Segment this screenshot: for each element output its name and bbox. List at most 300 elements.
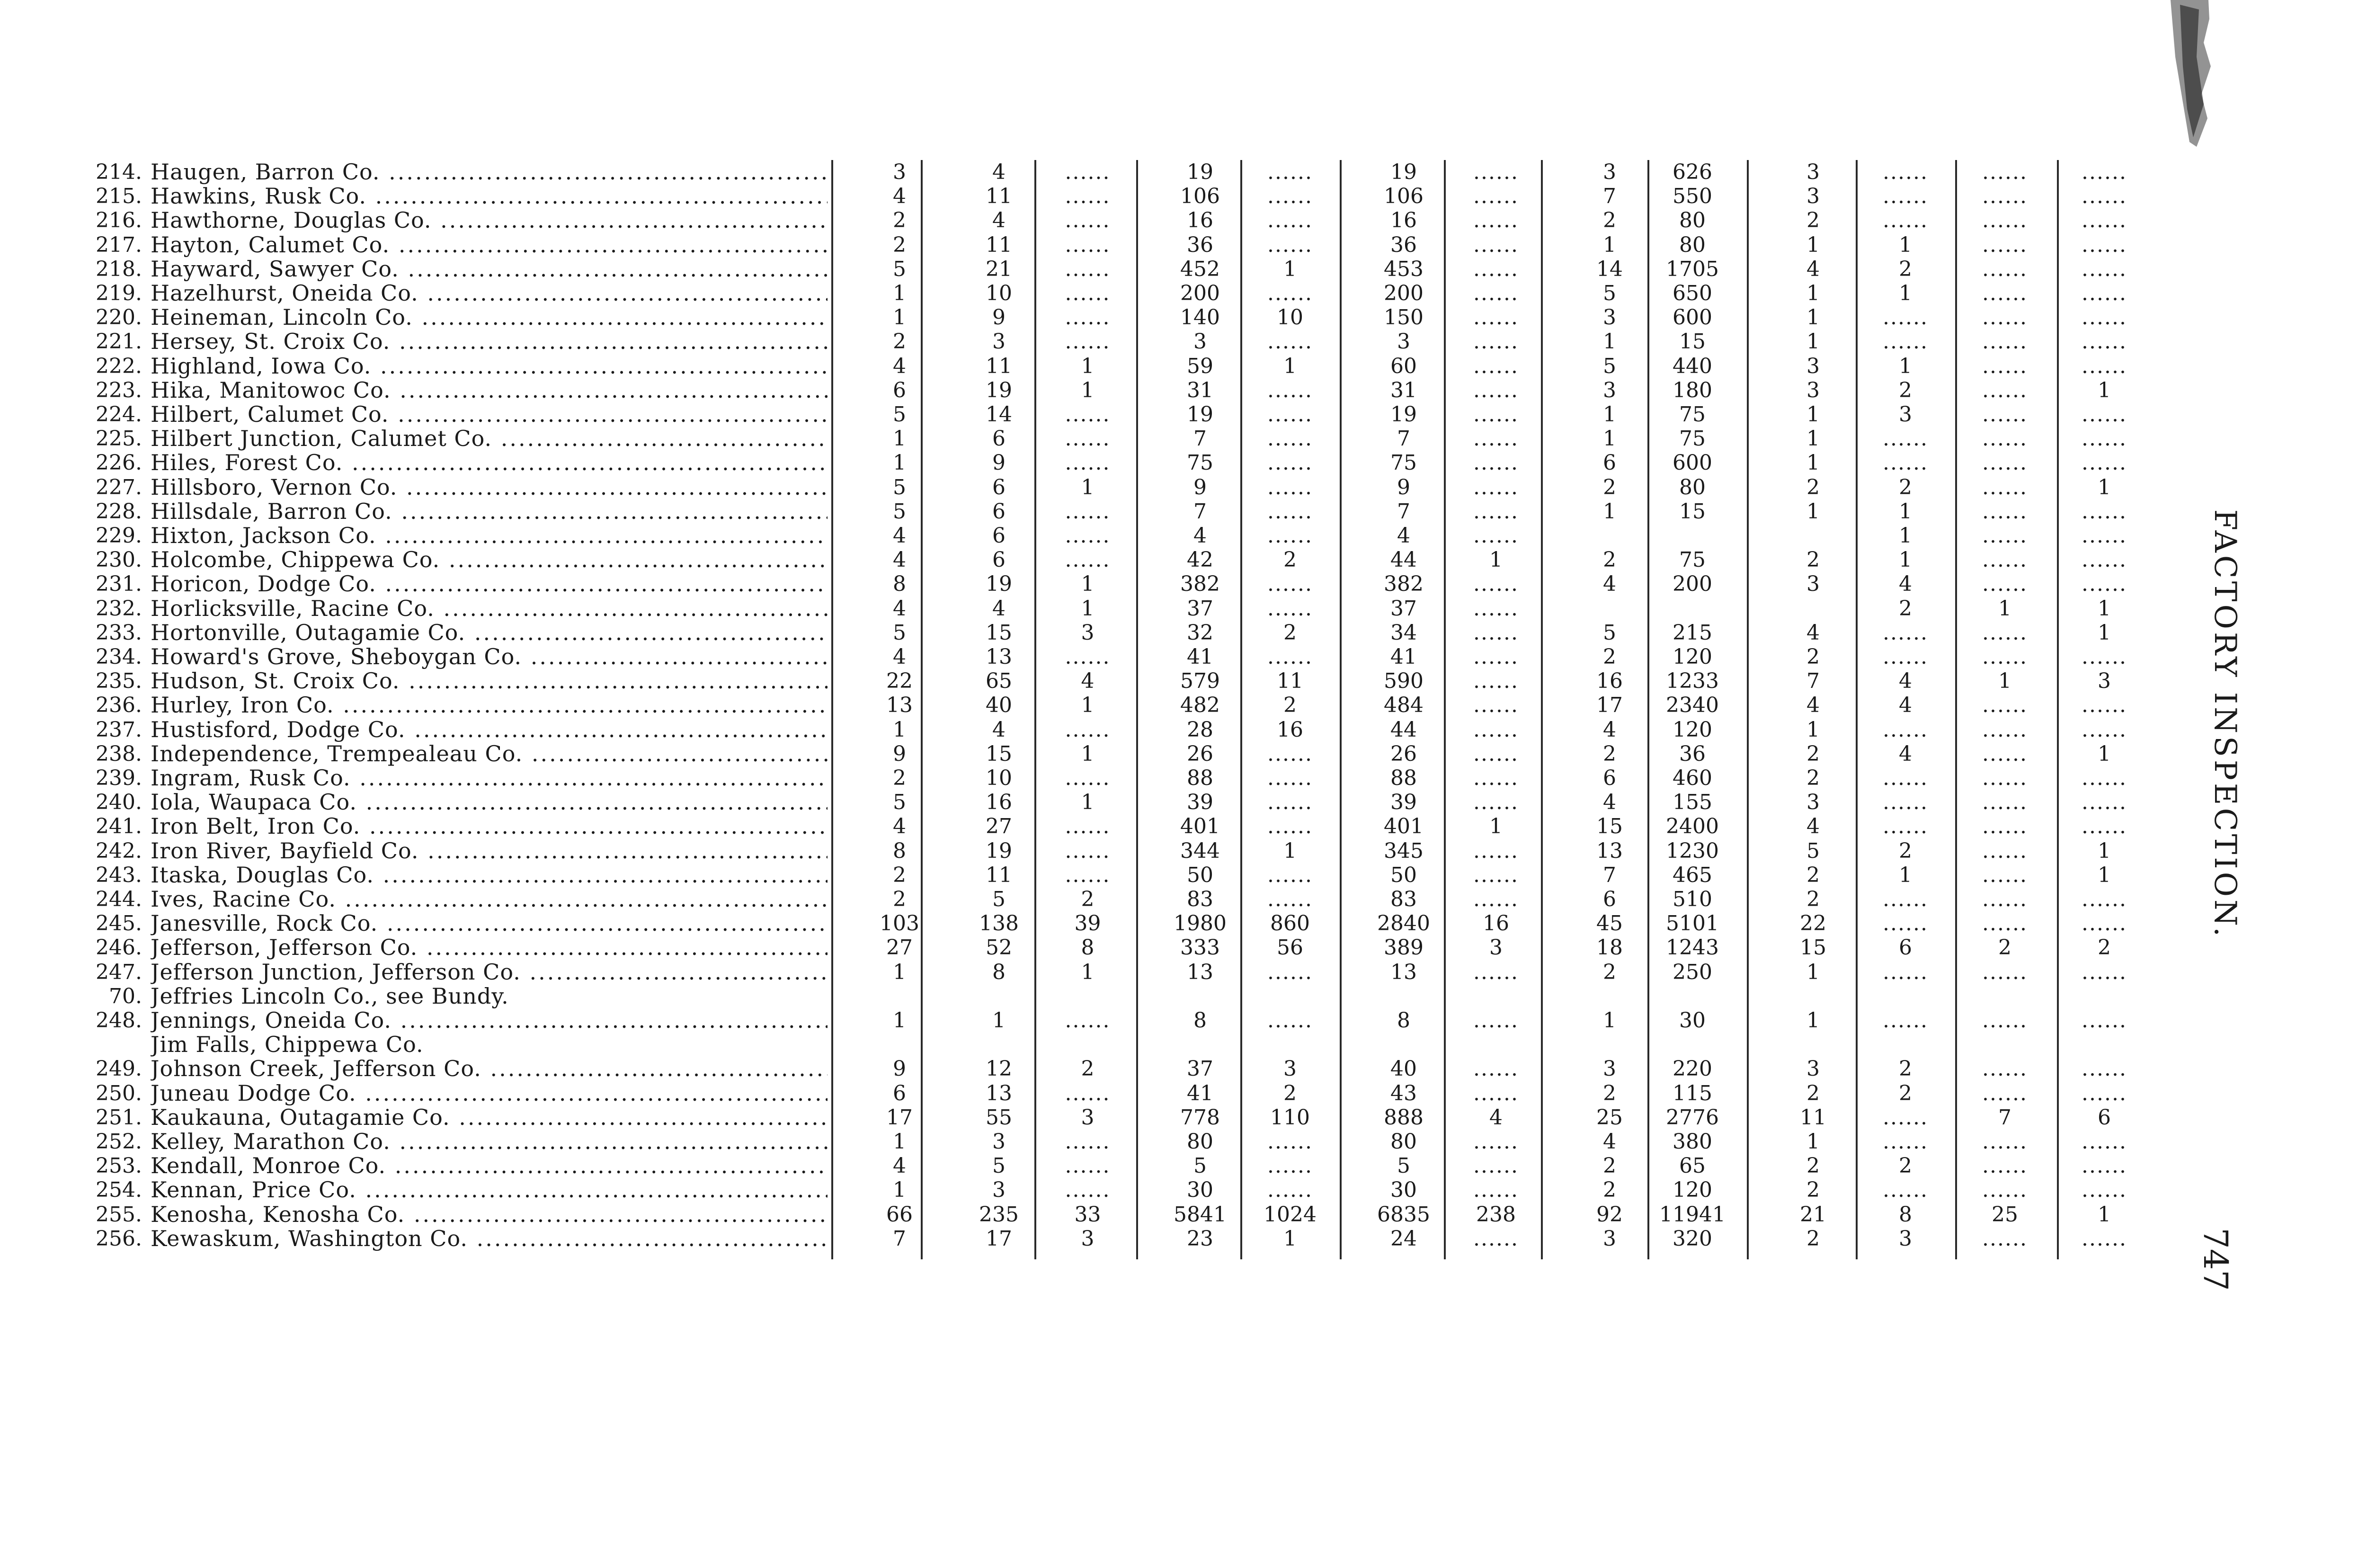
place-name: Iola, Waupaca Co. ..... <box>151 790 828 814</box>
row-number: 235. <box>96 669 142 694</box>
table-cell: 3 <box>1081 620 1095 645</box>
table-row <box>0 984 2130 1008</box>
place-name: Iron Belt, Iron Co. ..... <box>151 814 828 838</box>
table-cell: 2 <box>1081 887 1095 911</box>
table-cell: 4 <box>1899 572 1912 597</box>
table-cell: 155 <box>1673 790 1712 815</box>
table-cell: 16 <box>1187 208 1213 233</box>
table-cell: 41 <box>1187 1081 1213 1105</box>
table-cell: 4 <box>1081 669 1095 694</box>
table-cell: 7 <box>1193 499 1207 524</box>
table-cell: ...... <box>1267 741 1313 766</box>
table-cell: ...... <box>1883 208 1928 233</box>
table-cell: 18 <box>1596 935 1623 960</box>
table-row <box>0 548 2130 572</box>
row-number: 220. <box>96 305 142 330</box>
place-name: Howard's Grove, Sheboygan Co. ..... <box>151 645 828 669</box>
table-cell: ...... <box>1982 1178 2028 1203</box>
table-cell: 1 <box>1806 427 1820 451</box>
table-cell: 52 <box>986 935 1012 960</box>
table-cell: ...... <box>1883 814 1928 839</box>
table-cell: 19 <box>986 838 1012 863</box>
table-cell: 200 <box>1180 281 1220 305</box>
table-cell: ...... <box>2082 330 2127 354</box>
table-cell: ...... <box>1473 1226 1519 1251</box>
table-cell: 13 <box>1596 838 1623 863</box>
table-cell: 65 <box>986 669 1012 694</box>
place-name: Jennings, Oneida Co. ..... <box>151 1008 828 1033</box>
table-cell: 30 <box>1679 1008 1706 1033</box>
table-cell: 600 <box>1673 305 1712 330</box>
table-cell: 2 <box>1899 378 1912 402</box>
table-cell: 7 <box>1193 427 1207 451</box>
table-cell: 2 <box>1899 1081 1912 1105</box>
table-cell: 3 <box>1806 378 1820 402</box>
table-row <box>0 1203 2130 1227</box>
row-number: 227. <box>96 475 142 499</box>
table-cell: 3 <box>1603 305 1616 330</box>
table-cell: ...... <box>1982 160 2028 184</box>
table-cell: 2 <box>1806 1154 1820 1178</box>
table-cell: 1 <box>2098 838 2111 863</box>
table-cell: 75 <box>1679 402 1706 427</box>
table-cell: 3 <box>1603 1057 1616 1081</box>
table-cell: 3 <box>1899 1226 1912 1251</box>
table-cell: 13 <box>886 693 913 718</box>
table-cell: 3 <box>1489 935 1503 960</box>
table-cell: 3 <box>2098 669 2111 694</box>
table-cell: 3 <box>893 160 906 184</box>
table-cell: 860 <box>1270 911 1310 936</box>
row-number: 217. <box>96 232 142 257</box>
table-cell: 120 <box>1673 717 1712 742</box>
table-cell: 150 <box>1384 305 1424 330</box>
row-number: 246. <box>96 935 142 960</box>
table-cell: 19 <box>1187 402 1213 427</box>
table-cell: 4 <box>1806 814 1820 839</box>
table-cell: 16 <box>1390 208 1417 233</box>
table-cell: 1 <box>1081 596 1095 621</box>
place-name: Hawkins, Rusk Co. ..... <box>151 184 828 208</box>
table-cell: 3 <box>1806 354 1820 378</box>
place-name: Hayton, Calumet Co. ..... <box>151 233 828 257</box>
table-cell: 320 <box>1673 1226 1712 1251</box>
table-cell: ...... <box>2082 402 2127 427</box>
table-cell: 510 <box>1673 887 1712 911</box>
table-cell: 200 <box>1673 572 1712 597</box>
table-cell: ...... <box>1883 766 1928 790</box>
table-cell: 2 <box>1806 548 1820 572</box>
table-cell: 23 <box>1187 1226 1213 1251</box>
table-cell: 1 <box>893 1008 906 1033</box>
table-row <box>0 693 2130 717</box>
table-cell: 21 <box>1800 1202 1826 1227</box>
row-number: 232. <box>96 596 142 621</box>
place-name: Hilbert, Calumet Co. ..... <box>151 402 828 427</box>
row-number: 218. <box>96 257 142 281</box>
table-cell: 25 <box>1596 1105 1623 1130</box>
table-cell: 4 <box>893 184 906 209</box>
table-cell: 41 <box>1187 645 1213 669</box>
table-cell: ...... <box>1065 184 1111 209</box>
table-cell: ...... <box>2082 305 2127 330</box>
table-cell: 1 <box>992 1008 1006 1033</box>
table-cell: 83 <box>1187 887 1213 911</box>
table-cell: 40 <box>1390 1057 1417 1081</box>
table-cell: 1 <box>893 1178 906 1203</box>
table-cell: 1 <box>1081 790 1095 815</box>
table-row <box>0 621 2130 645</box>
table-cell: ...... <box>1982 1008 2028 1033</box>
table-cell: ...... <box>1982 305 2028 330</box>
table-cell: 3 <box>1603 1226 1616 1251</box>
table-cell: ...... <box>2082 1008 2127 1033</box>
table-cell: 2 <box>1998 935 2011 960</box>
table-cell: 8 <box>1081 935 1095 960</box>
table-cell: 11 <box>986 184 1012 209</box>
table-cell: ...... <box>2082 257 2127 281</box>
table-cell: 1 <box>2098 1202 2111 1227</box>
table-cell: ...... <box>1982 1130 2028 1154</box>
table-cell: 1 <box>1603 499 1616 524</box>
table-cell: 37 <box>1390 596 1417 621</box>
table-cell: 2 <box>1806 1226 1820 1251</box>
table-cell: 9 <box>992 451 1006 475</box>
row-number: 256. <box>96 1226 142 1251</box>
table-cell: ...... <box>1267 208 1313 233</box>
table-cell: ...... <box>1065 281 1111 305</box>
table-cell: 120 <box>1673 1178 1712 1203</box>
table-cell: 115 <box>1673 1081 1712 1105</box>
table-cell: 9 <box>893 1057 906 1081</box>
table-cell: 453 <box>1384 257 1424 281</box>
table-row <box>0 839 2130 863</box>
table-cell: 4 <box>1603 572 1616 597</box>
table-row <box>0 1033 2130 1057</box>
row-number: 250. <box>96 1081 142 1105</box>
table-cell: 19 <box>986 378 1012 402</box>
table-cell: 1 <box>1603 402 1616 427</box>
table-cell: 4 <box>1806 693 1820 718</box>
table-cell: 5 <box>893 790 906 815</box>
table-cell: 37 <box>1187 596 1213 621</box>
table-cell: ...... <box>2082 572 2127 597</box>
table-cell: 888 <box>1384 1105 1424 1130</box>
table-cell: 1 <box>1806 281 1820 305</box>
table-cell: 5 <box>1603 354 1616 378</box>
page-number <box>2178 1212 2253 1307</box>
table-cell: 2 <box>1283 1081 1297 1105</box>
table-cell: 4 <box>893 596 906 621</box>
table-cell: 28 <box>1187 717 1213 742</box>
table-cell: ...... <box>1473 766 1519 790</box>
table-cell: 2 <box>1806 475 1820 499</box>
table-cell: ...... <box>1267 766 1313 790</box>
row-number: 247. <box>96 960 142 984</box>
table-cell: ...... <box>1473 354 1519 378</box>
table-cell: 10 <box>986 281 1012 305</box>
table-cell: 6 <box>893 378 906 402</box>
table-cell: 1 <box>1283 1226 1297 1251</box>
row-number: 243. <box>96 863 142 887</box>
table-cell: 4 <box>893 645 906 669</box>
table-cell: ...... <box>1473 475 1519 499</box>
table-cell: 1 <box>1899 281 1912 305</box>
table-cell: 3 <box>1603 378 1616 402</box>
table-cell: 200 <box>1384 281 1424 305</box>
table-cell: 4 <box>992 596 1006 621</box>
table-cell: 88 <box>1187 766 1213 790</box>
table-cell: 4 <box>1806 620 1820 645</box>
table-cell: 43 <box>1390 1081 1417 1105</box>
table-cell: ...... <box>2082 451 2127 475</box>
table-cell: 2 <box>1806 1081 1820 1105</box>
table-cell: 9 <box>1397 475 1410 499</box>
table-cell: 1 <box>2098 475 2111 499</box>
table-row <box>0 1057 2130 1081</box>
table-cell: ...... <box>1473 378 1519 402</box>
table-cell: ...... <box>1473 1178 1519 1203</box>
row-number: 236. <box>96 693 142 718</box>
table-cell: 92 <box>1596 1202 1623 1227</box>
row-number: 254. <box>96 1178 142 1203</box>
table-cell: 27 <box>886 935 913 960</box>
table-cell: 1 <box>1806 451 1820 475</box>
table-cell: 1 <box>1806 330 1820 354</box>
table-cell: 8 <box>893 572 906 597</box>
table-cell: 4 <box>1397 524 1410 548</box>
table-cell: 1 <box>893 1130 906 1154</box>
table-cell: ...... <box>1473 620 1519 645</box>
table-cell: ...... <box>1065 1154 1111 1178</box>
table-row <box>0 718 2130 742</box>
table-cell: ...... <box>1065 208 1111 233</box>
table-cell: 2 <box>1806 645 1820 669</box>
table-cell: 8 <box>1193 1008 1207 1033</box>
table-cell: 60 <box>1390 354 1417 378</box>
table-cell: 1 <box>1081 741 1095 766</box>
table-cell: 1 <box>1806 717 1820 742</box>
table-cell: ...... <box>1883 645 1928 669</box>
table-cell: 30 <box>1390 1178 1417 1203</box>
table-cell: 440 <box>1673 354 1712 378</box>
table-cell: 4 <box>1899 741 1912 766</box>
table-cell: 44 <box>1390 548 1417 572</box>
table-cell: ...... <box>1473 208 1519 233</box>
table-cell: ...... <box>1267 232 1313 257</box>
table-cell: 482 <box>1180 693 1220 718</box>
row-number: 225. <box>96 427 142 451</box>
table-cell: ...... <box>1065 1008 1111 1033</box>
row-number: 70. <box>109 984 142 1008</box>
place-name: Haugen, Barron Co. ..... <box>151 160 828 184</box>
row-number: 239. <box>96 766 142 790</box>
table-cell: ...... <box>1982 1057 2028 1081</box>
table-cell: 4 <box>992 208 1006 233</box>
table-cell: 2 <box>1283 548 1297 572</box>
place-name: Itaska, Douglas Co. ..... <box>151 863 828 887</box>
table-cell: ...... <box>1267 281 1313 305</box>
table-cell: 5 <box>1603 620 1616 645</box>
table-cell: 4 <box>1899 693 1912 718</box>
table-cell: ...... <box>1883 330 1928 354</box>
table-cell: ...... <box>2082 717 2127 742</box>
table-cell: ...... <box>1065 257 1111 281</box>
table-cell: ...... <box>1883 1178 1928 1203</box>
table-cell: ...... <box>1065 524 1111 548</box>
table-row <box>0 911 2130 935</box>
table-cell: 2 <box>1899 475 1912 499</box>
table-cell: ...... <box>2082 524 2127 548</box>
table-cell: ...... <box>2082 645 2127 669</box>
table-cell: 2 <box>893 887 906 911</box>
table-row <box>0 475 2130 499</box>
table-cell: ...... <box>1473 160 1519 184</box>
table-cell: 1 <box>1899 354 1912 378</box>
row-number: 255. <box>96 1202 142 1227</box>
table-cell: ...... <box>1267 184 1313 209</box>
table-cell: 1 <box>1081 354 1095 378</box>
table-cell: 2 <box>893 863 906 887</box>
row-number: 240. <box>96 790 142 815</box>
table-cell: ...... <box>1267 427 1313 451</box>
table-cell: 80 <box>1187 1130 1213 1154</box>
place-name: Jefferson, Jefferson Co. ..... <box>151 935 828 960</box>
table-cell: 138 <box>979 911 1019 936</box>
table-row <box>0 354 2130 378</box>
table-row <box>0 863 2130 887</box>
table-cell: 16 <box>1277 717 1303 742</box>
table-cell: ...... <box>1267 330 1313 354</box>
table-row <box>0 1130 2130 1154</box>
table-cell: 2 <box>893 208 906 233</box>
place-name: Holcombe, Chippewa Co. ..... <box>151 548 828 572</box>
table-cell: ...... <box>1473 838 1519 863</box>
table-cell: 7 <box>1806 669 1820 694</box>
table-cell: 3 <box>1899 402 1912 427</box>
table-cell: 650 <box>1673 281 1712 305</box>
table-cell: ...... <box>1267 887 1313 911</box>
row-number: 216. <box>96 208 142 233</box>
table-cell: 12 <box>986 1057 1012 1081</box>
table-cell: 33 <box>1074 1202 1101 1227</box>
table-cell: 16 <box>1596 669 1623 694</box>
table-cell: 2 <box>1603 1178 1616 1203</box>
table-cell: ...... <box>1982 208 2028 233</box>
table-cell: ...... <box>1982 790 2028 815</box>
table-cell: 2 <box>893 330 906 354</box>
table-cell: 5 <box>893 257 906 281</box>
table-cell: ...... <box>1065 548 1111 572</box>
table-cell: ...... <box>1883 184 1928 209</box>
row-number: 215. <box>96 184 142 209</box>
row-number: 222. <box>96 354 142 378</box>
table-row <box>0 960 2130 984</box>
table-cell: ...... <box>1473 330 1519 354</box>
table-cell: 8 <box>893 838 906 863</box>
row-number: 248. <box>96 1008 142 1033</box>
table-cell: 50 <box>1187 863 1213 887</box>
table-cell: ...... <box>2082 693 2127 718</box>
table-cell: 1 <box>1899 863 1912 887</box>
table-cell: ...... <box>2082 427 2127 451</box>
table-cell: ...... <box>1982 814 2028 839</box>
table-cell: 550 <box>1673 184 1712 209</box>
row-number: 233. <box>96 620 142 645</box>
table-cell: ...... <box>2082 1226 2127 1251</box>
table-cell: 39 <box>1074 911 1101 936</box>
table-cell: 1 <box>1998 596 2011 621</box>
table-cell: 2340 <box>1666 693 1719 718</box>
table-row <box>0 597 2130 621</box>
table-cell: ...... <box>1473 717 1519 742</box>
table-cell: ...... <box>1982 232 2028 257</box>
table-cell: 2 <box>893 232 906 257</box>
table-cell: ...... <box>1473 1081 1519 1105</box>
table-cell: 1 <box>1283 838 1297 863</box>
table-cell: 36 <box>1679 741 1706 766</box>
table-cell: 2 <box>1603 475 1616 499</box>
row-number: 253. <box>96 1154 142 1178</box>
table-cell: ...... <box>1065 1130 1111 1154</box>
row-number: 242. <box>96 838 142 863</box>
row-number: 230. <box>96 548 142 572</box>
place-name: Kenosha, Kenosha Co. ..... <box>151 1203 828 1227</box>
table-cell: ...... <box>1473 669 1519 694</box>
table-cell: 55 <box>986 1105 1012 1130</box>
table-cell: 2 <box>1899 1154 1912 1178</box>
table-cell: 1 <box>893 960 906 984</box>
table-cell: ...... <box>1982 1081 2028 1105</box>
table-cell: 2 <box>1603 645 1616 669</box>
table-cell: 16 <box>986 790 1012 815</box>
table-cell: ...... <box>1473 232 1519 257</box>
table-cell: ...... <box>1267 475 1313 499</box>
table-cell: ...... <box>1473 693 1519 718</box>
table-cell: ...... <box>2082 232 2127 257</box>
place-name: Kelley, Marathon Co. ..... <box>151 1130 828 1154</box>
table-row <box>0 233 2130 257</box>
place-name: Hortonville, Outagamie Co. ..... <box>151 621 828 645</box>
table-cell: 1 <box>1899 232 1912 257</box>
table-cell: 3 <box>992 1130 1006 1154</box>
table-cell: 1 <box>893 281 906 305</box>
table-cell: 6 <box>992 524 1006 548</box>
table-cell: 4 <box>893 1154 906 1178</box>
table-cell: 13 <box>986 1081 1012 1105</box>
table-cell: 1243 <box>1666 935 1719 960</box>
row-number: 231. <box>96 572 142 597</box>
table-cell: 88 <box>1390 766 1417 790</box>
table-cell: 45 <box>1596 911 1623 936</box>
table-cell: ...... <box>1267 572 1313 597</box>
table-cell: ...... <box>1473 451 1519 475</box>
table-cell: 1 <box>1806 232 1820 257</box>
table-cell: ...... <box>1473 741 1519 766</box>
table-cell: 8 <box>1899 1202 1912 1227</box>
table-row <box>0 790 2130 814</box>
table-cell: 3 <box>1806 572 1820 597</box>
table-cell: 5 <box>1806 838 1820 863</box>
table-cell: ...... <box>2082 1178 2127 1203</box>
ink-smudge-mark <box>2152 0 2213 151</box>
table-cell: 1 <box>2098 596 2111 621</box>
table-cell: 1 <box>1081 572 1095 597</box>
table-cell: 1980 <box>1174 911 1227 936</box>
table-cell: ...... <box>1065 1081 1111 1105</box>
table-row <box>0 766 2130 790</box>
table-cell: ...... <box>1883 1130 1928 1154</box>
